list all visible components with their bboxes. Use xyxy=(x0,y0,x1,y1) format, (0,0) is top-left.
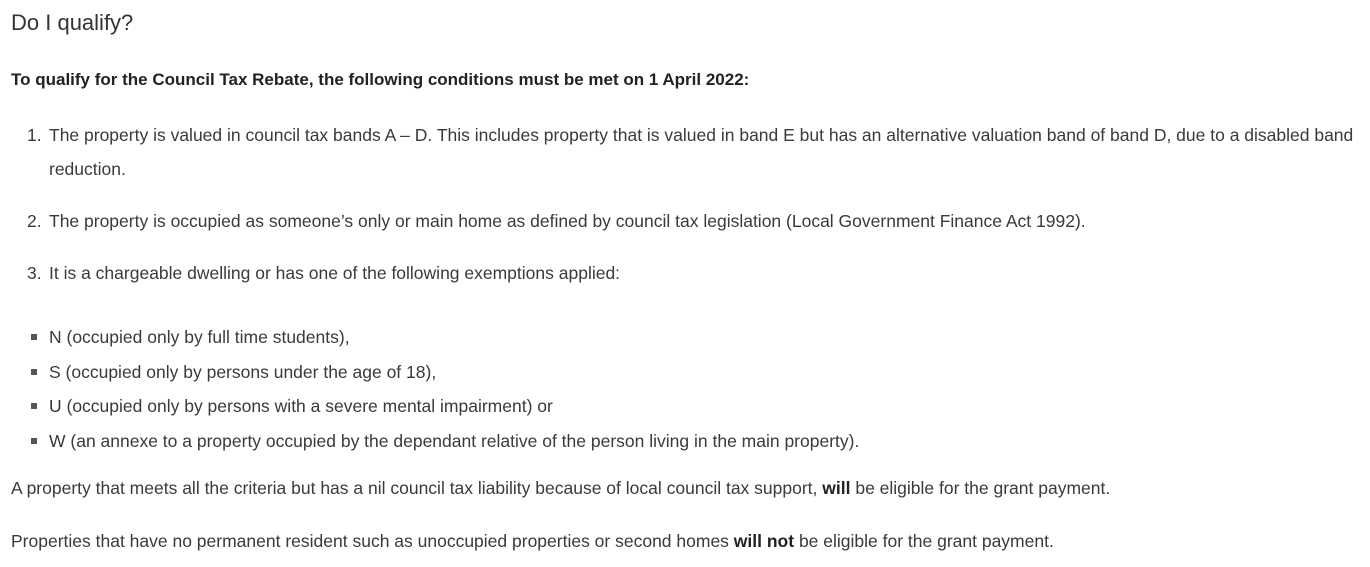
no-resident-paragraph xyxy=(11,529,1054,553)
page-title: Do I qualify? xyxy=(11,10,134,35)
paragraph-text: be eligible for the grant payment. xyxy=(850,478,1111,498)
list-item xyxy=(11,204,1363,256)
item-number: 3. xyxy=(27,263,42,283)
item-text: It is a chargeable dwelling or has one of the following exemptions applied: xyxy=(49,263,621,283)
item-text: S (occupied only by persons under the age of 18), xyxy=(49,361,437,382)
exemptions-list xyxy=(11,320,1363,458)
bullet-icon xyxy=(31,369,37,375)
emphasis-text: will not xyxy=(733,531,795,551)
item-text: U (occupied only by persons with a severe mental impairment) or xyxy=(49,396,553,416)
conditions-list xyxy=(11,118,1363,290)
item-text: N (occupied only by full time students), xyxy=(49,327,350,347)
list-item xyxy=(11,320,1363,355)
list-item xyxy=(11,256,1363,290)
paragraph-text: be eligible for the grant payment. xyxy=(794,531,1054,551)
list-item xyxy=(11,424,1363,459)
item-text: The property is valued in council tax bands A – D. This includes property that is valued in band E but has an alternative valuation band of band D, due to a disabled band reduction. xyxy=(49,125,1354,179)
bullet-icon xyxy=(31,403,37,409)
item-text: The property is occupied as someone’s only or main home as defined by council tax legislation (Local Government Finance Act 1992). xyxy=(49,211,1086,231)
emphasis-text: will xyxy=(822,478,851,498)
paragraph-text: Properties that have no permanent resident such as unoccupied properties or second homes xyxy=(11,531,734,551)
item-text: W (an annexe to a property occupied by the dependant relative of the person living in the main property). xyxy=(49,430,860,451)
list-item xyxy=(11,355,1363,390)
item-number: 2. xyxy=(27,211,42,231)
list-item xyxy=(11,118,1363,204)
paragraph-text: A property that meets all the criteria but has a nil council tax liability because of local council tax support, xyxy=(11,478,823,498)
bullet-icon xyxy=(31,438,37,444)
list-item xyxy=(11,389,1363,424)
item-number: 1. xyxy=(27,125,42,145)
nil-liability-paragraph xyxy=(11,476,1110,500)
qualification-intro: To qualify for the Council Tax Rebate, the following conditions must be met on 1 April 2022: xyxy=(11,70,750,89)
bullet-icon xyxy=(31,334,37,340)
